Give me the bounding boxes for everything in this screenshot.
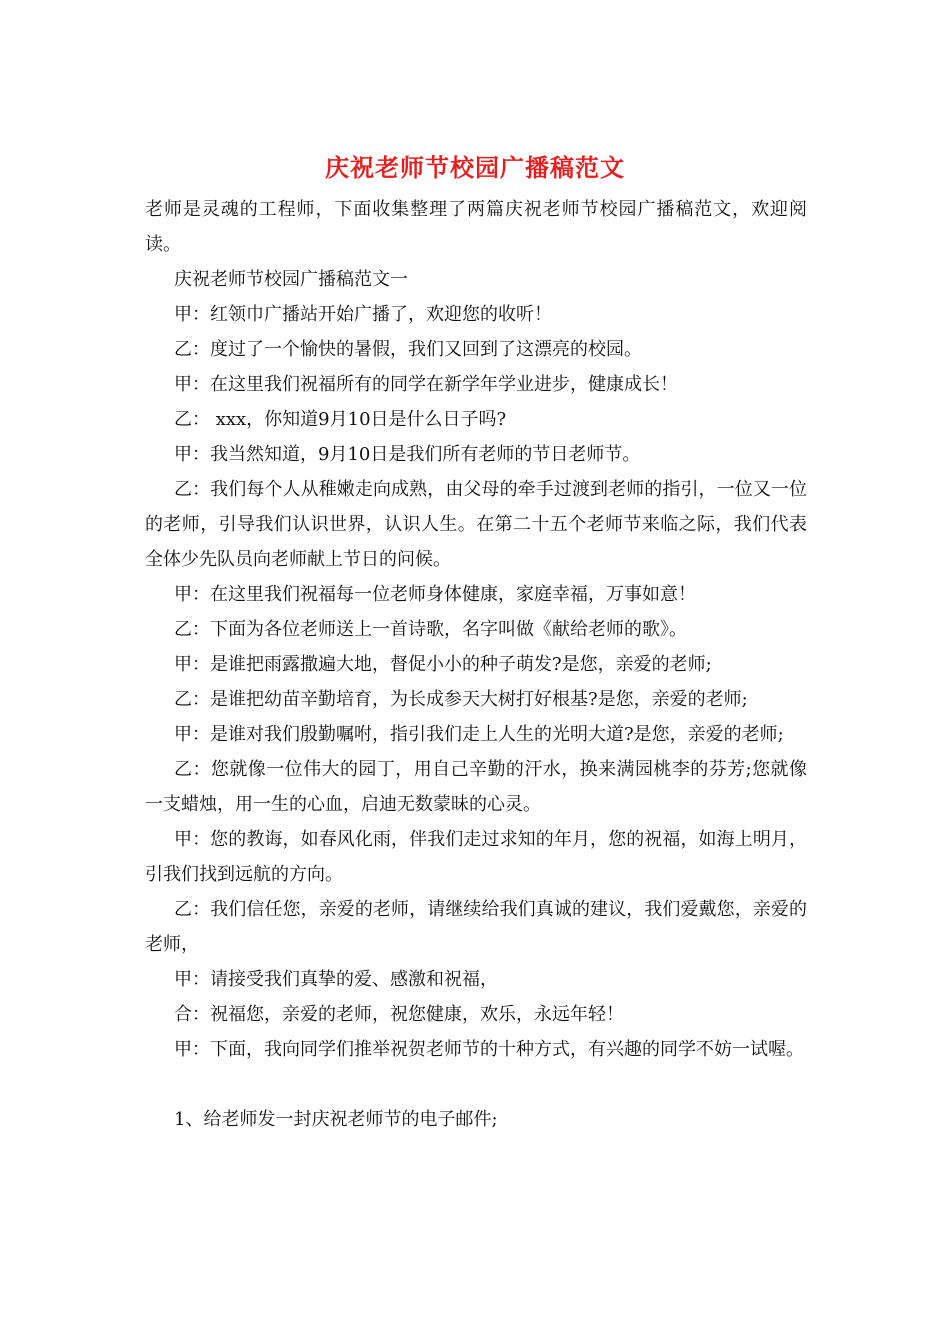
dialogue-line: 甲：是谁对我们殷勤嘱咐，指引我们走上人生的光明大道?是您，亲爱的老师;: [174, 724, 784, 745]
dialogue-line: 甲：下面，我向同学们推举祝贺老师节的十种方式，有兴趣的同学不妨一试喔。: [174, 1039, 804, 1060]
dialogue-line: 乙：是谁把幼苗辛勤培育，为长成参天大树打好根基?是您，亲爱的老师;: [174, 689, 748, 710]
dialogue-line: 甲：您的教诲，如春风化雨，伴我们走过求知的年月，您的祝福，如海上明月，引我们找到远航的方向。: [145, 829, 807, 885]
list-item: 1、给老师发一封庆祝老师节的电子邮件;: [174, 1109, 498, 1130]
dialogue-line: 乙： xxx，你知道9月10日是什么日子吗?: [174, 409, 507, 430]
dialogue-line: 乙：下面为各位老师送上一首诗歌，名字叫做《献给老师的歌》。: [174, 619, 687, 640]
dialogue-line: 乙：度过了一个愉快的暑假，我们又回到了这漂亮的校园。: [174, 339, 642, 360]
dialogue-line: 甲：在这里我们祝福所有的同学在新学年学业进步，健康成长！: [174, 374, 678, 395]
dialogue-line: 乙：我们信任您，亲爱的老师，请继续给我们真诚的建议，我们爱戴您，亲爱的老师，: [145, 899, 807, 955]
dialogue-line: 甲：红领巾广播站开始广播了，欢迎您的收听！: [174, 304, 552, 325]
dialogue-line: 乙：您就像一位伟大的园丁，用自己辛勤的汗水，换来满园桃李的芬芳;您就像一支蜡烛，用一生的心血，启迪无数蒙昧的心灵。: [145, 759, 807, 815]
dialogue-line: 甲：是谁把雨露撒遍大地，督促小小的种子萌发?是您，亲爱的老师;: [174, 654, 712, 675]
blank-line: [145, 1067, 807, 1102]
document-title: 庆祝老师节校园广播稿范文: [325, 153, 625, 182]
dialogue-line: 甲：我当然知道，9月10日是我们所有老师的节日老师节。: [174, 444, 641, 465]
dialogue-line: 甲：请接受我们真挚的爱、感激和祝福，: [174, 969, 498, 990]
dialogue-line: 合：祝福您，亲爱的老师，祝您健康，欢乐，永远年轻！: [174, 1004, 624, 1025]
dialogue-line: 乙：我们每个人从稚嫩走向成熟，由父母的牵手过渡到老师的指引，一位又一位的老师，引导我们认识世界，认识人生。在第二十五个老师节来临之际，我们代表全体少先队员向老师献上节日的问候。: [145, 479, 807, 570]
section-heading: 庆祝老师节校园广播稿范文一: [174, 269, 408, 290]
document-body: [145, 192, 807, 1137]
dialogue-line: 甲：在这里我们祝福每一位老师身体健康，家庭幸福，万事如意！: [174, 584, 696, 605]
intro-paragraph: 老师是灵魂的工程师，下面收集整理了两篇庆祝老师节校园广播稿范文，欢迎阅读。: [145, 199, 807, 255]
